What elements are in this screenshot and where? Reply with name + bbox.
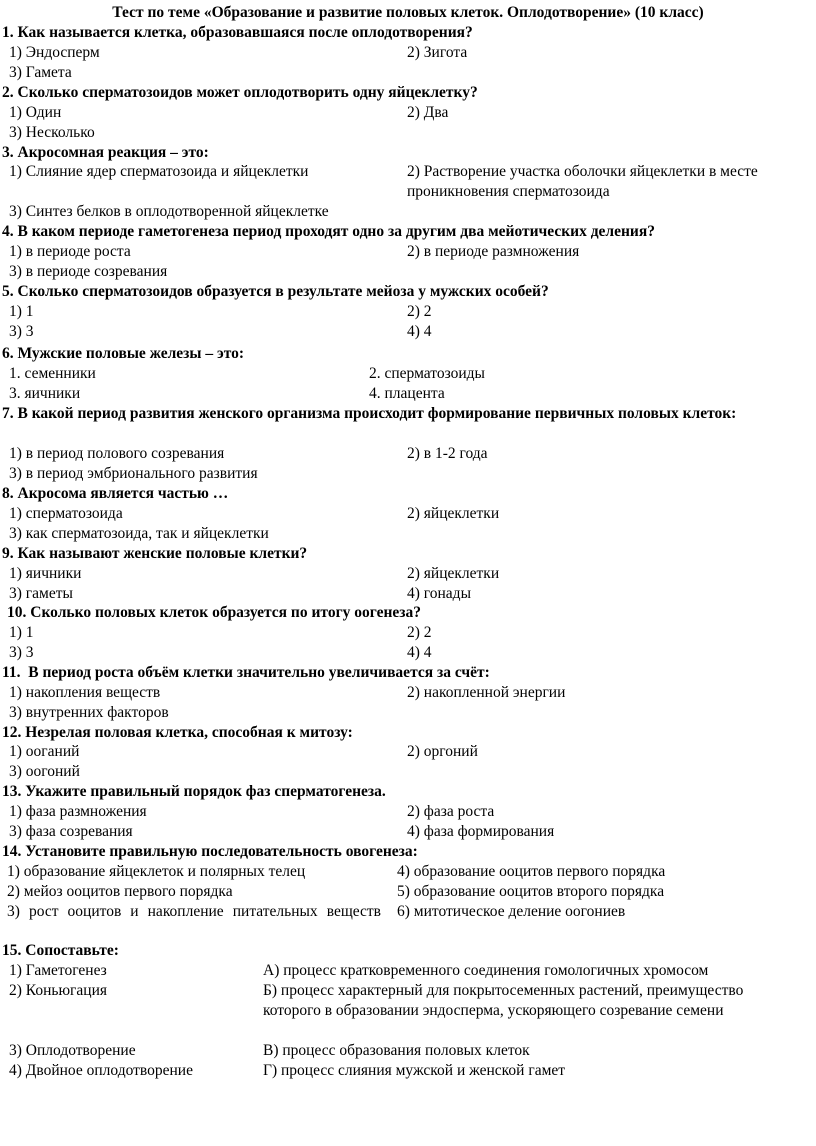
option-6-2: 2. сперматозоиды <box>369 365 485 382</box>
option-3-2: 2) Растворение участка оболочки яйцеклетки в месте проникновения сперматозоида <box>407 163 758 200</box>
option-14-4: 4) образование ооцитов первого порядка <box>397 863 666 880</box>
option-7-1: 1) в период полового созревания <box>9 445 225 462</box>
question-1: 1. Как называется клетка, образовавшаяся после оплодотворения? <box>2 24 473 41</box>
question-11: 11. В период роста объём клетки значительно увеличивается за счёт: <box>2 664 490 681</box>
option-3-1: 1) Слияние ядер сперматозоида и яйцеклетки <box>9 163 309 180</box>
option-10-2: 2) 2 <box>407 624 432 641</box>
option-4-2: 2) в периоде размножения <box>407 243 580 260</box>
match-right-v: В) процесс образования половых клеток <box>263 1042 530 1059</box>
question-8: 8. Акросома является частью … <box>2 485 229 502</box>
match-left-1: 1) Гаметогенез <box>9 962 107 979</box>
page-title: Тест по теме «Образование и развитие половых клеток. Оплодотворение» (10 класс) <box>112 4 704 21</box>
option-4-3: 3) в периоде созревания <box>9 263 168 280</box>
question-10: 10. Сколько половых клеток образуется по итогу оогенеза? <box>7 604 421 621</box>
option-5-1: 1) 1 <box>9 303 34 320</box>
option-5-2: 2) 2 <box>407 303 432 320</box>
question-13: 13. Укажите правильный порядок фаз сперматогенеза. <box>2 783 386 800</box>
option-7-3: 3) в период эмбрионального развития <box>9 465 258 482</box>
option-1-2: 2) Зигота <box>407 44 468 61</box>
option-11-3: 3) внутренних факторов <box>9 704 169 721</box>
option-14-3: 3) рост ооцитов и накопление питательных веществ <box>7 903 381 920</box>
question-3: 3. Акросомная реакция – это: <box>2 144 209 161</box>
option-8-3: 3) как сперматозоида, так и яйцеклетки <box>9 525 269 542</box>
match-right-b: Б) процесс характерный для покрытосеменных растений, преимущество которого в образовании эндосперма, ускоряющего созревание семени <box>263 982 744 1019</box>
option-5-4: 4) 4 <box>407 323 432 340</box>
option-10-4: 4) 4 <box>407 644 432 661</box>
option-8-2: 2) яйцеклетки <box>407 505 500 522</box>
question-5: 5. Сколько сперматозоидов образуется в результате мейоза у мужских особей? <box>2 283 549 300</box>
question-12: 12. Незрелая половая клетка, способная к митозу: <box>2 724 353 741</box>
option-12-2: 2) оргоний <box>407 743 478 760</box>
option-9-1: 1) яичники <box>9 565 82 582</box>
option-14-2: 2) мейоз ооцитов первого порядка <box>7 883 233 900</box>
option-11-2: 2) накопленной энергии <box>407 684 566 701</box>
option-11-1: 1) накопления веществ <box>9 684 161 701</box>
question-9: 9. Как называют женские половые клетки? <box>2 545 308 562</box>
option-14-6: 6) митотическое деление оогониев <box>397 903 626 920</box>
question-7: 7. В какой период развития женского организма происходит формирование первичных половых клеток: <box>2 405 737 422</box>
option-6-3: 3. яичники <box>9 385 81 402</box>
option-10-1: 1) 1 <box>9 624 34 641</box>
option-9-4: 4) гонады <box>407 585 471 602</box>
option-3-3: 3) Синтез белков в оплодотворенной яйцеклетке <box>9 203 329 220</box>
option-1-1: 1) Эндосперм <box>9 44 100 61</box>
option-2-2: 2) Два <box>407 104 449 121</box>
match-left-3: 3) Оплодотворение <box>9 1042 136 1059</box>
question-14: 14. Установите правильную последовательность овогенеза: <box>2 843 418 860</box>
question-2: 2. Сколько сперматозоидов может оплодотворить одну яйцеклетку? <box>2 84 478 101</box>
option-9-3: 3) гаметы <box>9 585 73 602</box>
option-6-4: 4. плацента <box>369 385 445 402</box>
option-13-2: 2) фаза роста <box>407 803 495 820</box>
match-right-a: А) процесс кратковременного соединения гомологичных хромосом <box>263 962 709 979</box>
question-6: 6. Мужские половые железы – это: <box>2 345 245 362</box>
option-13-3: 3) фаза созревания <box>9 823 133 840</box>
option-2-3: 3) Несколько <box>9 124 95 141</box>
match-right-g: Г) процесс слияния мужской и женской гамет <box>263 1062 566 1079</box>
option-9-2: 2) яйцеклетки <box>407 565 500 582</box>
option-12-1: 1) ооганий <box>9 743 80 760</box>
option-13-1: 1) фаза размножения <box>9 803 147 820</box>
option-5-3: 3) 3 <box>9 323 34 340</box>
option-1-3: 3) Гамета <box>9 64 72 81</box>
option-8-1: 1) сперматозоида <box>9 505 123 522</box>
option-7-2: 2) в 1-2 года <box>407 445 488 462</box>
match-left-2: 2) Коньюгация <box>9 982 108 999</box>
option-14-5: 5) образование ооцитов второго порядка <box>397 883 665 900</box>
match-left-4: 4) Двойное оплодотворение <box>9 1062 193 1079</box>
question-15: 15. Сопоставьте: <box>2 942 119 959</box>
option-14-1: 1) образование яйцеклеток и полярных телец <box>7 863 306 880</box>
option-12-3: 3) оогоний <box>9 763 80 780</box>
question-4: 4. В каком периоде гаметогенеза период проходят одно за другим два мейотических деления? <box>2 223 655 240</box>
option-6-1: 1. семенники <box>9 365 96 382</box>
option-10-3: 3) 3 <box>9 644 34 661</box>
option-13-4: 4) фаза формирования <box>407 823 555 840</box>
option-2-1: 1) Один <box>9 104 62 121</box>
option-4-1: 1) в периоде роста <box>9 243 131 260</box>
